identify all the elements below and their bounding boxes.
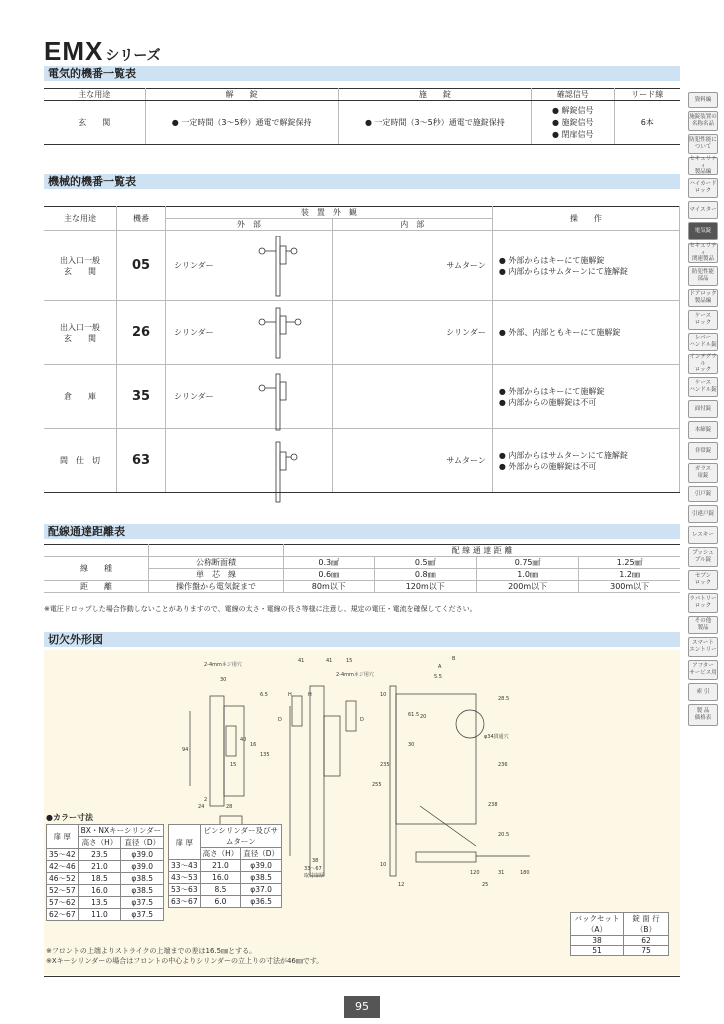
table-row	[47, 849, 164, 861]
dim-label: 40	[240, 737, 247, 743]
op-item: ● 外部からの施解錠は不可	[498, 461, 597, 471]
dim-label: 2	[204, 797, 208, 803]
cell: φ38.5	[241, 872, 282, 884]
cell: 62	[624, 936, 669, 946]
col-header-signal: 確認信号	[531, 89, 614, 101]
dim-label: 236	[498, 762, 508, 768]
op-item: ● 外部からはキーにて施解錠	[498, 255, 605, 265]
row-outside: シリンダー	[166, 301, 333, 365]
cell: 0.3㎟	[284, 557, 375, 569]
cell: 120m以下	[374, 581, 476, 593]
cell-signals	[531, 101, 614, 145]
dim-label: 20	[420, 714, 427, 720]
table-row	[47, 873, 164, 885]
index-tab[interactable]: プッシュ プル錠	[688, 547, 718, 567]
row-sub: 公称断面積	[149, 557, 284, 569]
cell: φ39.0	[121, 861, 164, 873]
index-tab[interactable]: 本締錠	[688, 421, 718, 439]
section-wiring-title: 配線通達距離表	[44, 524, 680, 539]
table-row	[47, 909, 164, 921]
row-sub: 単 芯 線	[149, 569, 284, 581]
signal-item: ● 閉扉信号	[551, 130, 594, 139]
table-row	[44, 429, 680, 493]
table-row	[44, 557, 680, 569]
cell: 0.75㎟	[476, 557, 578, 569]
dim-label: 180	[520, 870, 530, 876]
col-header-appearance: 装 置 外 観	[166, 207, 493, 219]
index-tab[interactable]: ドアロック 製品編	[688, 289, 718, 307]
table-row	[169, 860, 282, 872]
col-header-lead: リード線	[614, 89, 680, 101]
cell: 80m以下	[284, 581, 375, 593]
row-label: 距 離	[44, 581, 149, 593]
col-header-outside: 外 部	[166, 219, 333, 231]
index-tab[interactable]: アフター サービス用	[688, 660, 718, 680]
col-header-unlock: 解 錠	[145, 89, 338, 101]
index-tab[interactable]: セブン ロック	[688, 570, 718, 590]
lock-drawing-63	[276, 442, 297, 502]
cell: 8.5	[200, 884, 241, 896]
backset-table	[570, 912, 669, 956]
dim-label: H	[288, 692, 292, 698]
cell: 63～67	[169, 896, 201, 908]
index-tab[interactable]: 防犯性能に ついて	[688, 134, 718, 154]
dim-label: 61.5	[408, 712, 420, 718]
mechanical-table	[44, 206, 680, 493]
cell: 1.2㎜	[579, 569, 680, 581]
dim-label: H	[308, 692, 312, 698]
dim-label: 5.5	[434, 674, 442, 680]
row-inside: サムターン	[332, 231, 492, 301]
cell: 11.0	[78, 909, 121, 921]
cell: 52～57	[47, 885, 79, 897]
dim-label: φ34貫通穴	[484, 734, 509, 740]
cell-lead: 6本	[614, 101, 680, 145]
lock-appearance-drawings	[250, 236, 340, 526]
index-tab[interactable]: ガラス 扉錠	[688, 463, 718, 483]
row-use: 玄 関	[64, 333, 96, 343]
index-tab[interactable]: レスキー	[688, 526, 718, 544]
col-header-operation: 操 作	[492, 207, 679, 231]
dim-label: 30	[220, 677, 227, 683]
index-tab[interactable]: ケース ロック	[688, 310, 718, 330]
col-header: 扉 厚	[169, 825, 201, 860]
row-label: 線 種	[44, 557, 149, 581]
row-code: 26	[117, 301, 166, 365]
cell: φ39.0	[121, 849, 164, 861]
op-item: ● 内部からはサムターンにて施解錠	[498, 450, 628, 460]
cell: 21.0	[200, 860, 241, 872]
index-tab[interactable]: セキュリティ 製品編	[689, 156, 717, 176]
dim-label: 2-4mmネジ用穴	[336, 672, 374, 678]
op-item: ● 外部からはキーにて施解錠	[498, 386, 605, 396]
cell: φ37.5	[121, 897, 164, 909]
index-tab[interactable]: ハイカード ロック	[688, 178, 718, 198]
row-use: 間 仕 切	[60, 456, 100, 465]
dim-label: 25	[482, 882, 489, 886]
index-tab[interactable]: 索 引	[688, 683, 718, 701]
index-tab[interactable]: 製 品 価格表	[688, 704, 718, 726]
cell: 0.8㎜	[374, 569, 476, 581]
cell: 46～52	[47, 873, 79, 885]
col-header: バックセット（A）	[571, 913, 624, 936]
cell: 53～63	[169, 884, 201, 896]
dim-label: 238	[488, 802, 498, 808]
index-tab[interactable]: 非常錠	[688, 442, 718, 460]
col-header-use: 主な用途	[44, 207, 117, 231]
color-dims-right-table	[168, 824, 282, 908]
cell: 1.0㎜	[476, 569, 578, 581]
col-header-inside: 内 部	[332, 219, 492, 231]
lock-drawing-05	[259, 236, 297, 296]
cell: 43～53	[169, 872, 201, 884]
index-tab[interactable]: インテグラル ロック	[689, 354, 717, 374]
row-code: 63	[117, 429, 166, 493]
table-row	[169, 884, 282, 896]
col-header-use: 主な用途	[44, 89, 145, 101]
cell: φ38.5	[121, 873, 164, 885]
row-use: 玄 関	[64, 266, 96, 276]
lock-drawing-35	[259, 374, 286, 430]
table-row	[44, 231, 680, 301]
wiring-table	[44, 544, 680, 593]
cell: φ37.0	[241, 884, 282, 896]
dim-label: 6.5	[260, 692, 268, 698]
index-tab[interactable]: セキュリティ 関連製品	[689, 243, 717, 263]
dim-label: 94	[182, 747, 189, 753]
cell-use: 玄 関	[44, 101, 145, 145]
dim-label: 10	[380, 692, 387, 698]
cell: 23.5	[78, 849, 121, 861]
row-code: 05	[117, 231, 166, 301]
table-row	[47, 897, 164, 909]
index-tab[interactable]: 防犯性能 部品	[688, 266, 718, 286]
dim-label: 15	[230, 762, 237, 768]
color-dims-note-1: ※フロントの上端よりストライクの上端までの差は16.5㎜とする。	[46, 947, 257, 955]
cell: 35～42	[47, 849, 79, 861]
row-outside: シリンダー	[166, 231, 333, 301]
dim-label: 255	[372, 782, 382, 788]
cell: φ39.0	[241, 860, 282, 872]
index-tab[interactable]: 資料編	[688, 92, 718, 108]
cell: 33～43	[169, 860, 201, 872]
col-header: 錠 面 行（B）	[624, 913, 669, 936]
table-row	[169, 896, 282, 908]
lock-drawing-26	[259, 308, 301, 358]
dim-label: 33～67	[304, 866, 322, 872]
dim-label: D	[278, 717, 282, 723]
dim-label: 30	[408, 742, 415, 748]
index-tab[interactable]: その他 製品	[688, 616, 718, 634]
index-tab[interactable]: 引戸錠	[688, 486, 718, 502]
index-tab[interactable]: 面付錠	[688, 400, 718, 418]
signal-item: ● 解錠信号	[551, 106, 594, 115]
cell: φ37.5	[121, 909, 164, 921]
row-use: 出入口一般	[60, 322, 100, 332]
row-use: 倉 庫	[64, 392, 96, 401]
wiring-header: 配 線 通 達 距 離	[284, 545, 681, 557]
col-header: 直径（D）	[241, 848, 282, 860]
cell: 38	[571, 936, 624, 946]
table-row	[169, 872, 282, 884]
index-tab[interactable]: 施錠装置の 名称名品	[688, 111, 718, 131]
cell: 6.0	[200, 896, 241, 908]
dim-label: 10	[380, 862, 387, 868]
row-inside: シリンダー	[332, 301, 492, 365]
dim-label: D	[360, 717, 364, 723]
color-dims-note-2: ※Xキーシリンダーの場合はフロントの中心よりシリンダーの立上りの寸法が46㎜です。	[46, 957, 324, 965]
page-number: 95	[344, 996, 380, 1018]
col-header-code: 機番	[117, 207, 166, 231]
col-header: BX・NXキーシリンダー	[78, 825, 164, 837]
table-row	[571, 936, 669, 946]
index-tab[interactable]: スマート エントリー	[688, 637, 718, 657]
color-dims-left-table	[46, 824, 164, 921]
dim-label: 12	[398, 882, 405, 886]
dim-label: 31	[498, 870, 505, 876]
page-title: EMX シリーズ	[44, 36, 161, 66]
index-tab[interactable]: マイスター	[688, 201, 718, 219]
cell: 75	[624, 946, 669, 956]
cell: 16.0	[78, 885, 121, 897]
dim-label: 235	[380, 762, 390, 768]
section-mechanical-title: 機械的機番一覧表	[44, 174, 680, 189]
electric-table	[44, 88, 680, 145]
dim-label: 16	[250, 742, 257, 748]
table-row	[47, 861, 164, 873]
index-tab[interactable]: 電気錠	[688, 222, 718, 240]
col-header: ピンシリンダー及びサムターン	[200, 825, 281, 848]
op-item: ● 内部からの施解錠は不可	[498, 397, 597, 407]
color-dims-title: ●カラー寸法	[46, 813, 93, 822]
dim-label: 28.5	[498, 696, 510, 702]
col-header: 扉 厚	[47, 825, 79, 849]
dim-label: 41	[298, 658, 305, 664]
index-tab[interactable]: ケース ハンドル錠	[688, 377, 718, 397]
dim-label: B	[452, 656, 456, 662]
dim-label: 38	[312, 858, 319, 864]
table-row	[44, 365, 680, 429]
bottom-divider	[44, 976, 680, 977]
cell: 0.6㎜	[284, 569, 375, 581]
cell-unlock: ● 一定時間（3～5秒）通電で解錠保持	[145, 101, 338, 145]
index-tab[interactable]: ラバトリー ロック	[688, 593, 718, 613]
cell: 42～46	[47, 861, 79, 873]
row-use: 出入口一般	[60, 255, 100, 265]
cell: 200m以下	[476, 581, 578, 593]
dim-label: 15	[346, 658, 353, 664]
op-item: ● 内部からはサムターンにて施解錠	[498, 266, 628, 276]
cell: 18.5	[78, 873, 121, 885]
op-item: ● 外部、内部ともキーにて施解錠	[498, 328, 621, 337]
row-inside	[332, 365, 492, 429]
dim-label: 41	[326, 658, 333, 664]
dim-label: 24	[198, 804, 205, 810]
dim-label: 28	[226, 804, 233, 810]
signal-item: ● 施錠信号	[551, 118, 594, 127]
dim-label: 120	[470, 870, 480, 876]
col-header: 高さ（H）	[78, 837, 121, 849]
cell: φ36.5	[241, 896, 282, 908]
dim-label: 2-4mmネジ用穴	[204, 662, 242, 668]
section-electric-title: 電気的機番一覧表	[44, 66, 680, 81]
cell-lock: ● 一定時間（3～5秒）通電で施錠保持	[338, 101, 531, 145]
cell: 21.0	[78, 861, 121, 873]
cell: 0.5㎟	[374, 557, 476, 569]
cell: 300m以下	[579, 581, 680, 593]
cell: 62～67	[47, 909, 79, 921]
cell: φ38.5	[121, 885, 164, 897]
dim-label: 取付扉厚	[304, 873, 325, 879]
dim-label: 20.5	[498, 832, 510, 838]
index-tab[interactable]: 引違戸錠	[688, 505, 718, 523]
cell: 51	[571, 946, 624, 956]
index-tab[interactable]: レバー ハンドル錠	[688, 333, 718, 351]
col-header: 直径（D）	[121, 837, 164, 849]
section-cutout-title: 切欠外形図	[44, 632, 680, 647]
cell: 16.0	[200, 872, 241, 884]
row-outside: シリンダー	[166, 365, 333, 429]
col-header: 高さ（H）	[200, 848, 241, 860]
table-row	[571, 946, 669, 956]
row-sub: 操作盤から電気錠まで	[149, 581, 284, 593]
table-row	[44, 301, 680, 365]
dim-label: 135	[260, 752, 270, 758]
index-sidebar	[688, 92, 724, 729]
table-row	[47, 885, 164, 897]
col-header-lock: 施 錠	[338, 89, 531, 101]
dim-label: A	[438, 664, 442, 670]
row-inside: サムターン	[332, 429, 492, 493]
table-row	[44, 581, 680, 593]
cell: 13.5	[78, 897, 121, 909]
cell: 1.25㎟	[579, 557, 680, 569]
row-code: 35	[117, 365, 166, 429]
cell: 57～62	[47, 897, 79, 909]
wiring-note: ※電圧ドロップした場合作動しないことがありますので、電線の太さ・電線の長さ等様に注意し、規定の電圧・電流を確保してください。	[44, 605, 477, 613]
